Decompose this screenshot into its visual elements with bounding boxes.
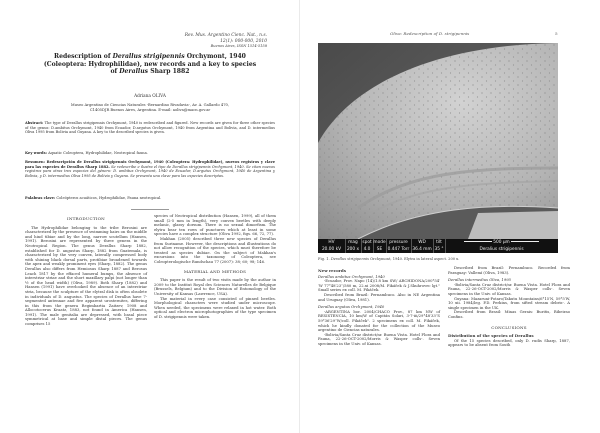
journal-line-1: Rev. Mus. Argentino Cienc. Nat., n.s. — [184, 33, 267, 38]
species-ambitus: Derallus ambitus Orchymont, 1940 — [318, 274, 385, 279]
distribution-heading: Distribution of the species of Derallus — [448, 333, 534, 339]
author-name: Adriana OLIVA — [134, 93, 166, 98]
databar-header: pressure — [389, 240, 408, 245]
databar-value: 35 ° — [434, 247, 444, 252]
caption-text: Orchymont, 1940. Elytra in lateral aspect. 200 x. — [368, 257, 460, 261]
figure-caption — [318, 257, 459, 261]
databar-header: spot — [362, 240, 372, 245]
intermedius-record-2: Guyana: Mazaruni-Potaro/Takutu Mountains/6°15′N, 59°5′W, 10 xii. 1984/leg. P.D. Perkins, from sifted stream debris-. A single specimen in the UK. — [448, 296, 570, 310]
keywords — [25, 151, 275, 156]
page-number: 5 — [555, 31, 558, 36]
specimen-label: Deralius strigipennis — [479, 247, 524, 252]
keywords-text: Aquatic Coleoptera, Hydrophilidae, Neotropical fauna. — [48, 151, 148, 155]
affiliation — [20, 103, 280, 113]
resumen-label: Resumen: Redescripción de Derallus strigipennis Orchymont, 1940 (Coleoptera: Hydrophilidae), nuevos registros y clave para las especies de Derallus Sharp 1882. — [25, 160, 275, 169]
resumen-text: Se redescribe e ilustra el tipo de Derallus strigipennis Orchymont, 1940. Se citan nuevos registros para otras tres especies del género: D. ambitus Orchymont, 1940 de Ecuador, D.argutus Orchymont, 1940 de Argentina y Bolivia, y D. intermedius Oliva 1995 de Bolivia y Guyana. Se presenta una clave para las especies descriptas. — [25, 164, 275, 178]
records-column-right — [448, 266, 570, 348]
methods-paragraph-2: The material in every case consisted of pinned beetles. Morphological characters were studied under microscope. When needed, the specimens were relaxed in hot water. Both optical and electron microphotographies of the type specimen of D. strigipennis were taken. — [154, 296, 276, 319]
intermedius-record-1: -Bolivia/Santa Cruz district/nr. Buena Vista. Hotel Flora and Fauna, 22-26-OCT-2002/Morris & Wasper colls-. Seven specimens in the Univ. of Kansas. — [448, 282, 570, 296]
title-text: Redescription of — [54, 53, 113, 60]
sem-databar — [318, 239, 558, 253]
databar-header: tilt — [436, 240, 442, 245]
right-column — [154, 214, 276, 319]
section-divider — [131, 209, 169, 210]
databar-pressure — [386, 239, 412, 253]
methods-paragraph-1: This paper is the result of two visits made by the author in 2009 to the Institut Royal des Sciences Naturelles de Belgique (Brussels, Belgium) and to the Division of Entomology of the University of Kansas (Lawrence, USA). — [154, 278, 276, 296]
title-text: Sharp 1882 — [148, 68, 190, 76]
scale-bar — [445, 239, 558, 246]
intermedius-description: Described from Brasil: Minas Gerais: Buritis, Ribeirao Confins. — [448, 310, 570, 319]
databar-wd — [411, 239, 434, 253]
databar-value: 0.447 Torr — [387, 247, 410, 252]
sem-micrograph — [318, 43, 558, 253]
title-text: Orchymont, 1940 — [184, 53, 246, 60]
running-head: Oliva: Redescription of D. strigipennis — [390, 31, 470, 36]
ambitus-description: Described from Brazil: Pernambuco. Also in NE Argentina and Uruguay (Oliva, 1981). — [318, 292, 440, 302]
databar-value: 20.00 kV — [321, 247, 342, 252]
new-records-heading: New records — [318, 268, 346, 273]
caption-species: Derallus strigipennis — [330, 257, 369, 261]
right-page — [300, 0, 600, 433]
title-text: of — [110, 68, 120, 76]
title-genus: Derallus — [119, 68, 149, 76]
records-column-left — [318, 266, 440, 347]
palabras-label: Palabras clave: — [25, 196, 56, 200]
databar-value: 200 x — [346, 247, 360, 252]
palabras-text: Coleópteros acuáticos, Hydrophilidae, Fauna neotropical. — [56, 196, 162, 200]
intro-paragraph-2: species of Neotropical distribution (Hansen, 1999), all of them small (2-5 mm in length), very convex beetles with deeply melanic, glassy dorsum. There is no sexual dimorfism. The elytra bear ten rows of punctures which at least in some species have a complex structure (Oliva 1992, figs. 66, 72, 77). — [154, 214, 276, 237]
databar-value: 4.0 — [363, 247, 371, 252]
databar-mode — [373, 239, 387, 253]
article-title — [20, 53, 280, 76]
argutus-record-2: -Bolivia/Santa Cruz district/nr. Buena Vista. Hotel Flora and Fauna, 22-26-OCT-2002/Morris & Wasper colls-. Seven specimens in the Univ. of Kansas. — [318, 332, 440, 346]
palabras-clave — [25, 196, 275, 201]
abstract-text: The type of Derallus strigipennis Orchymont, 1940 is redescribed and figured. New records are given for three other species of the genus: D.ambitus Orchymont, 1940 from Ecuador, D.argutus Orchymont, 1940 from Argentina and Bolivia, and D. intermedius Oliva 1995 from Bolivia and Guyana. A key to the described species is given. — [25, 121, 275, 135]
databar-value: SE — [376, 247, 383, 252]
databar-mag — [345, 239, 362, 253]
resumen — [25, 160, 275, 178]
journal-line-2: 12(1): 000-000, 2010 — [220, 38, 267, 44]
ambitus-record: -Ecuador, Prov. Napo (14)/1.8 km SW/ ARCHIDONA/200°54′ ′W 77°48′23′′/580 m, 22.xi 2008/M. Fikáček & J.Skuhrovec lgt." Small series ex coll. M. Fikáček. — [318, 279, 440, 293]
keywords-label: Key words: — [25, 151, 47, 155]
journal-citation — [185, 33, 267, 50]
distribution-text: Of the 15 species described, only D. rudis Sharp, 1887, appears to be absent from South — [448, 338, 570, 348]
introduction-heading: INTRODUCTION — [67, 216, 105, 221]
abstract-label: Abstract: — [25, 121, 44, 125]
databar-header: WD — [418, 240, 426, 245]
intro-paragraph-1: The Hydrophilidae belonging to the tribe Berosini are characterized by the presence of swimming hairs on the middle and hind tibiae and by the long, narrow scutellum (Hansen, 1991). Berosini are represented by three genera in the Neotropical Region. The genus Derallus Sharp 1882, established for D. angustus Sharp, 1882 from Guatemala, is characterized by the very convex, laterally compressed body with shining black dorsal parts, protibiae broadened towards the apex and weakly prominent eyes (Sharp, 1882). The genus Derallus also differs from Hemiosus Sharp 1887 and Berosus Leach 1817 by the effaced humeral bumps, the absence of interstriar striae and the short maxillary palpi (not longer than ½ of the head width) (Oliva, 1989). Both Sharp (1882) and Hansen (1991) have overlooked the absence of an interstriar stria, because the sculpture of the elytral disk is often obsolete in individuals of D. angustus. The species of Derallus have 7-segmented antennae and five apparent urosternites, differing in this from the genera Regimbartia Zaitzev, 1908 and Allocotocerus Kraatz, 1883, not found in America (Hansen, 1991). The male genitalia are depressed, with basal piece symmetrical at base and simple distal pieces. The genus comprises 15 — [25, 225, 147, 327]
caption-prefix: Fig. 1. — [318, 257, 331, 261]
left-column — [25, 214, 147, 327]
argutus-description: Described from Brazil: Pernambuco. Recorded from Paraguay: Vallemí (Oliva, 1983). — [448, 266, 570, 275]
databar-scale — [445, 239, 558, 253]
journal-line-3: Buenos Aires, ISSN 1514-5158 — [210, 44, 267, 49]
argutus-record-1: -ARGENTINA bor. 2004/CHACO Prov., 87 km NW of RESISTENCIA, 10 km/W of Capitán Solari, 3-7-iii/29°48′33′′S 59°36′29′′W/coll. Fikáček". 2 specimens ex coll. M. Fikáček, which he kindly donated for the collection of the Museo argentino de Ciencias naturales. — [318, 309, 440, 333]
scale-label: 500 µm — [493, 240, 510, 245]
abstract — [25, 121, 275, 135]
databar-header: HV — [328, 240, 335, 245]
methods-heading: MATERIAL AND METHODS — [183, 268, 247, 274]
affiliation-line-2: C1405DJR Buenos Aires, Argentina. E-mail: aoliva@macn.gov.ar — [89, 108, 211, 112]
databar-header: mag — [348, 240, 358, 245]
elytra-image — [318, 43, 558, 239]
title-species: Derallus strigipennis — [112, 53, 185, 60]
intro-paragraph-3: Makhan (2005) described three new species of Derallus from Suriname. However, the descriptions and illustrations do not allow recognition of the species, which must therefore be treated as species dubiae. On the subject of Makhan's excursions into the taxonomy of Coleoptera, see Coleopterologische Rundschau 77 (2007): 38; 60; 98; 146. — [154, 236, 276, 264]
conclusions-heading: CONCLUSIONS — [491, 324, 527, 330]
databar-header: mode — [373, 240, 386, 245]
species-argutus: Derallus argutus Orchymont, 1940 — [318, 305, 385, 310]
databar-value: 36.4 mm — [412, 247, 432, 252]
species-intermedius: Derallus intermedius Oliva, 1995 — [448, 278, 511, 283]
databar-hv — [318, 239, 346, 253]
title-line-2: (Coleoptera: Hydrophilidae), new records and a key to species — [43, 60, 257, 68]
affiliation-line-1: Museo Argentino de Ciencias Naturales -Bernardino Rivadavia-, Av. A. Gallardo 470, — [70, 103, 230, 107]
